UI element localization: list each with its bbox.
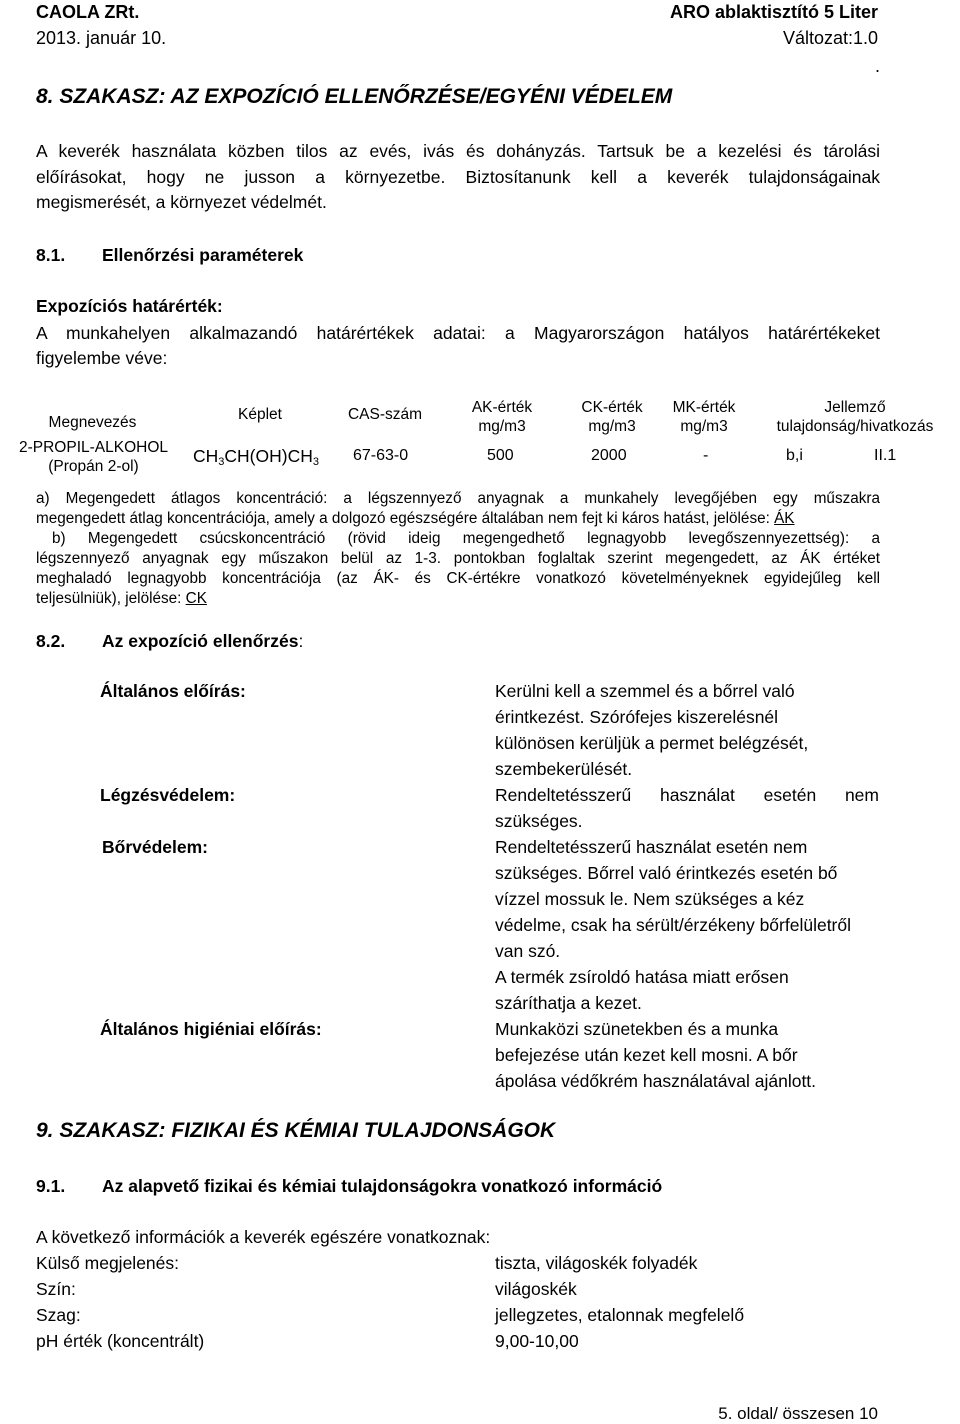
subsection-8-1-number: 8.1.: [36, 245, 66, 265]
intro-line-2: előírásokat, hogy ne jusson a környezetbe. Biztosítanunk kell a keverék tulajdonságainak: [36, 167, 880, 187]
col-header-characteristic: Jellemző tulajdonság/hivatkozás: [776, 399, 934, 435]
protection-label-hygiene: Általános higiéniai előírás:: [100, 1019, 322, 1039]
footnote-b-line-3: meghaladó legnagyobb koncentrációja (az ÁK- és CK-értékre vonatkozó követelményeknek egyidejűleg kell: [36, 570, 880, 587]
page-number: 5. oldal/ összesen 10: [718, 1404, 878, 1423]
protection-label-general: Általános előírás:: [100, 681, 246, 701]
col-header-cas: CAS-szám: [347, 406, 423, 423]
col-header-ck: CK-érték mg/m3: [581, 399, 643, 435]
col-header-formula: Képlet: [238, 406, 282, 423]
section-9-intro: A következő információk a keverék egészére vonatkoznak:: [36, 1227, 491, 1247]
company-name: CAOLA ZRt.: [36, 2, 140, 22]
footnote-b-line-1: b) Megengedett csúcskoncentráció (rövid ideig megengedhető legnagyobb levegőszennyezettség): a: [52, 530, 880, 547]
row-characteristic: b,i: [786, 447, 803, 464]
row-mk: -: [703, 447, 709, 464]
intro-line-3: megismerését, a környezet védelmét.: [36, 192, 327, 212]
ck-abbreviation: CK: [185, 590, 207, 607]
limit-line-1: A munkahelyen alkalmazandó határértékek adatai: a Magyarországon hatályos határértékeket: [36, 323, 880, 343]
col-header-ak: AK-érték mg/m3: [471, 399, 533, 435]
footnote-b-line-2: légszennyező anyagnak egy műszakon belül az 1-3. pontokban foglaltak szerint megengedett, az ÁK értéket: [36, 550, 880, 567]
row-formula: $CH_3CH(OH)CH_3$: [193, 446, 319, 468]
intro-line-1: A keverék használata közben tilos az evés, ivás és dohányzás. Tartsuk be a kezelési és tárolási: [36, 141, 880, 161]
row-cas: 67-63-0: [353, 447, 409, 464]
property-label-appearance: Külső megjelenés:: [36, 1253, 179, 1273]
protection-text-hygiene: Munkaközi szünetekben és a munka befejezése után kezet kell mosni. A bőr ápolása védőkrém használatával ajánlott.: [495, 1019, 817, 1091]
limit-line-2: figyelembe véve:: [36, 348, 168, 368]
property-label-odor: Szag:: [36, 1305, 81, 1325]
property-value-odor: jellegzetes, etalonnak megfelelő: [495, 1305, 745, 1325]
document-date: 2013. január 10.: [36, 28, 167, 48]
row-reference: II.1: [874, 447, 897, 464]
col-header-mk: MK-érték mg/m3: [672, 399, 736, 435]
footnote-a-line-1: a) Megengedett átlagos koncentráció: a légszennyező anyagnak a munkahely levegőjében egy műszakra: [36, 490, 880, 507]
row-ck: 2000: [591, 447, 627, 464]
property-value-appearance: tiszta, világoskék folyadék: [495, 1253, 698, 1273]
row-ak: 500: [487, 447, 514, 464]
property-label-color: Szín:: [36, 1279, 76, 1299]
protection-text-skin: Rendeltetésszerű használat esetén nem szükséges. Bőrrel való érintkezés esetén bő vízzel mossuk le. Nem szükséges a kéz védelme, csak ha sérült/érzékeny bőrfelületről van szó. A termék zsíroldó hatása miatt erősen száríthatja a kezet.: [495, 837, 852, 1013]
subsection-9-1-number: 9.1.: [36, 1176, 66, 1196]
ak-abbreviation: ÁK: [774, 510, 795, 527]
protection-label-respiratory: Légzésvédelem:: [100, 785, 236, 805]
property-label-ph: pH érték (koncentrált): [36, 1331, 205, 1351]
product-name: ARO ablaktisztító 5 Liter: [669, 2, 878, 22]
footnote-a-line-2: megengedett átlag koncentrációja, amely a dolgozó egészségére általában nem fejt ki káros hatást, jelölése: ÁK: [36, 510, 795, 527]
section-8-title: 8. SZAKASZ: AZ EXPOZÍCIÓ ELLENŐRZÉSE/EGYÉNI VÉDELEM: [36, 85, 673, 108]
subsection-8-2-title: Az expozíció ellenőrzés:: [102, 631, 304, 651]
col-header-name: Megnevezés: [48, 414, 137, 431]
property-value-color: világoskék: [495, 1279, 577, 1299]
subsection-8-1-title: Ellenőrzési paraméterek: [102, 245, 304, 265]
protection-label-skin: Bőrvédelem:: [102, 837, 209, 857]
header-dot: .: [874, 56, 880, 76]
protection-text-respiratory: Rendeltetésszerű használat esetén nem szükséges.: [495, 785, 879, 831]
section-9-title: 9. SZAKASZ: FIZIKAI ÉS KÉMIAI TULAJDONSÁGOK: [36, 1119, 556, 1142]
subsection-8-2-number: 8.2.: [36, 631, 66, 651]
protection-text-general: Kerülni kell a szemmel és a bőrrel való érintkezést. Szórófejes kiszerelésnél különösen kerüljük a permet belégzését, szembekerülését.: [495, 681, 809, 779]
subsection-9-1-title: Az alapvető fizikai és kémiai tulajdonságokra vonatkozó információ: [102, 1176, 663, 1196]
footnote-b-line-4: teljesülniük), jelölése: CK: [36, 590, 207, 607]
row-substance-name: 2-PROPIL-ALKOHOL (Propán 2-ol): [18, 439, 169, 475]
property-value-ph: 9,00-10,00: [495, 1331, 579, 1351]
document-version: Változat:1.0: [782, 28, 878, 48]
exposure-limit-label: Expozíciós határérték:: [36, 296, 223, 316]
